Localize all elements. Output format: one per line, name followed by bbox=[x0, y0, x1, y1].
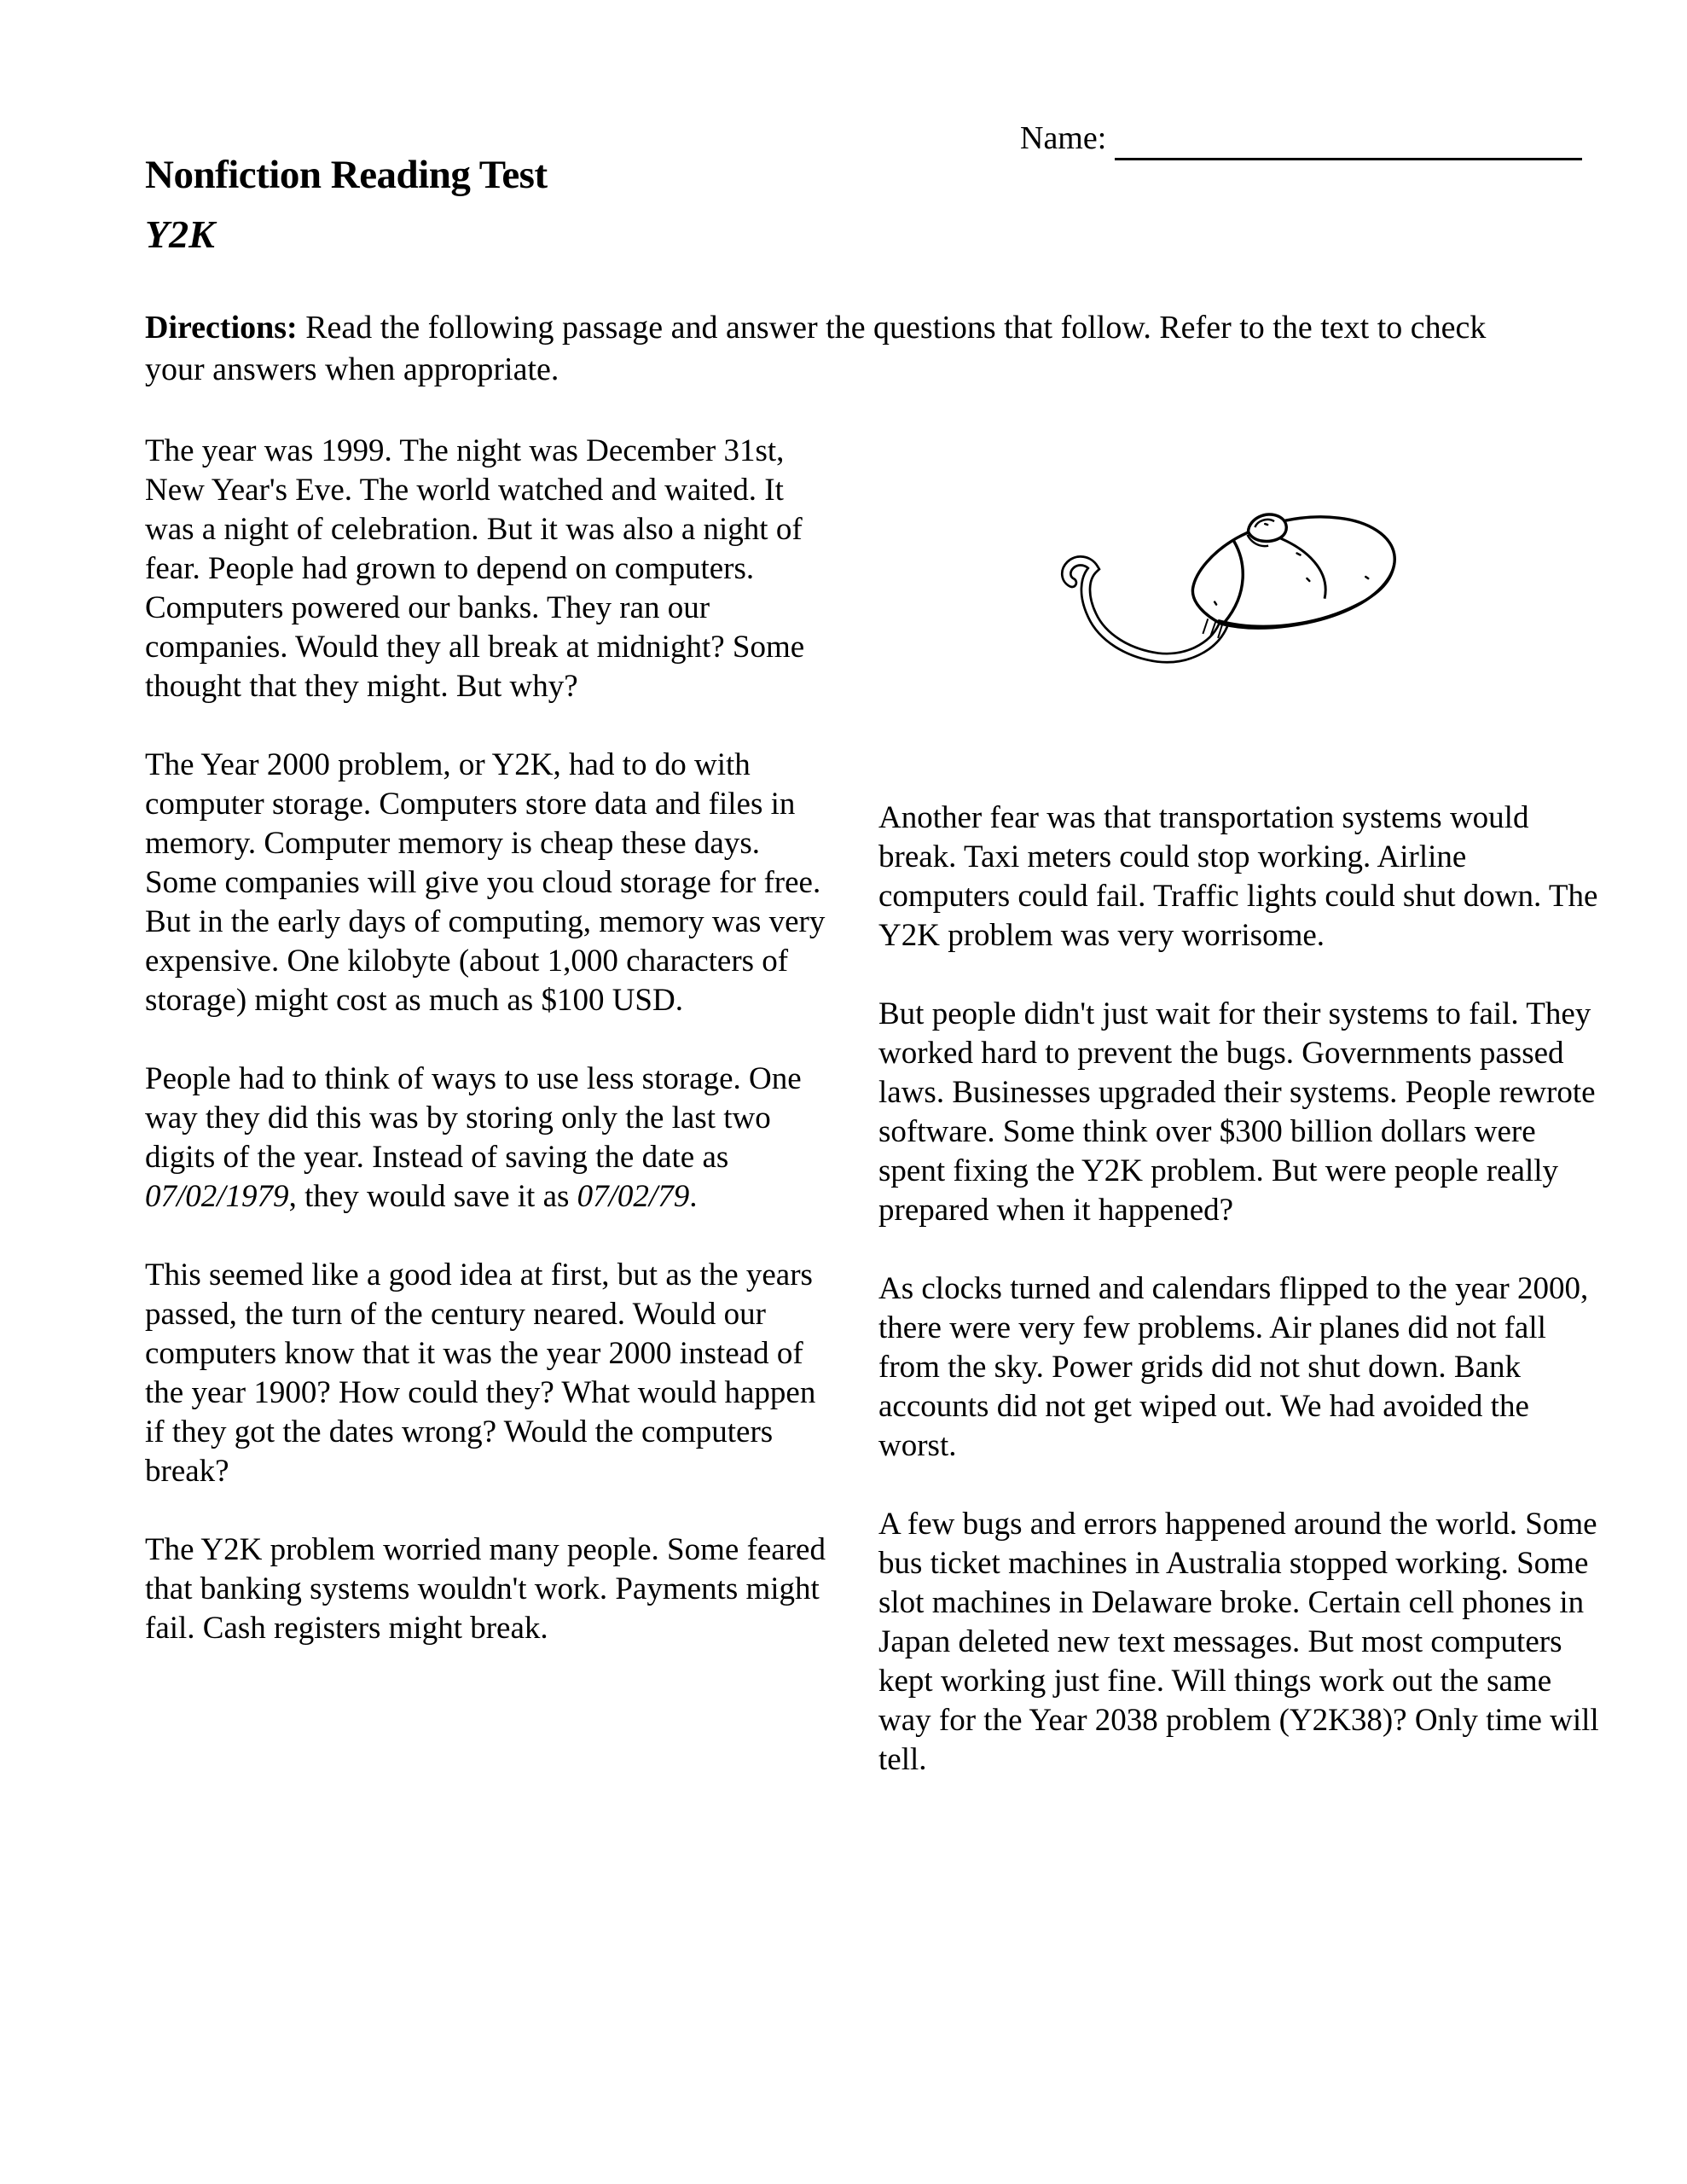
passage-paragraph bbox=[145, 1060, 829, 1217]
passage-column-right bbox=[878, 432, 1605, 1819]
passage-columns bbox=[145, 432, 1605, 1819]
passage-paragraph: Another fear was that transportation systems would break. Taxi meters could stop working. Airline computers could fail. Traffic lights could shut down. The Y2K problem was very worrisome. bbox=[878, 799, 1598, 953]
paragraph-run: . bbox=[689, 1179, 698, 1214]
name-blank-line bbox=[1115, 158, 1582, 160]
passage-paragraph: As clocks turned and calendars flipped to the year 2000, there were very few problems. Air planes did not fall from the sky. Power grids did not shut down. Bank accounts did not get wiped out. We had avoided the worst. bbox=[878, 1270, 1589, 1463]
paragraph-run: , they would save it as bbox=[288, 1179, 577, 1214]
directions-text: Read the following passage and answer the questions that follow. Refer to the text to check your answers when appropriate. bbox=[145, 310, 1487, 387]
passage-paragraph: The Y2K problem worried many people. Some feared that banking systems wouldn't work. Payments might fail. Cash registers might break. bbox=[145, 1532, 826, 1646]
computer-mouse-svg bbox=[1013, 476, 1433, 703]
name-label: Name: bbox=[1020, 120, 1107, 156]
name-field bbox=[1020, 119, 1582, 157]
mouse-body bbox=[1192, 517, 1394, 628]
directions bbox=[145, 307, 1551, 391]
page-title: Nonfiction Reading Test bbox=[145, 153, 548, 197]
passage-paragraph: The year was 1999. The night was December 31st, New Year's Eve. The world watched and waited. It was a night of celebration. But it was also a night of fear. People had grown to depend on computers. Computers powered our banks. They ran our companies. Would they all break at midnight? Some thought that they might. But why? bbox=[145, 433, 805, 704]
passage-paragraph: The Year 2000 problem, or Y2K, had to do with computer storage. Computers store data and files in memory. Computer memory is cheap these days. Some companies will give you cloud storage for free. But in the early days of computing, memory was very expensive. One kilobyte (about 1,000 characters of storage) might cost as much as $100 USD. bbox=[145, 747, 826, 1018]
page-subtitle: Y2K bbox=[145, 212, 215, 256]
passage-paragraph: A few bugs and errors happened around the world. Some bus ticket machines in Australia stopped working. Some slot machines in Delaware broke. Certain cell phones in Japan deleted new text messages. But most computers kept working just fine. Will things work out the same way for the Year 2038 problem (Y2K38)? Only time will tell. bbox=[878, 1506, 1599, 1777]
passage-column-left bbox=[145, 432, 829, 1819]
passage-paragraph: But people didn't just wait for their systems to fail. They worked hard to prevent the bugs. Governments passed laws. Businesses upgraded their systems. People rewrote software. Some think over $300 billion dollars were spent fixing the Y2K problem. But were people really prepared when it happened? bbox=[878, 996, 1596, 1228]
paragraph-run-italic: 07/02/1979 bbox=[145, 1179, 289, 1214]
paragraph-run: People had to think of ways to use less storage. One way they did this was by storing only the last two digits of the year. Instead of saving the date as bbox=[145, 1061, 802, 1175]
paragraph-run-italic: 07/02/79 bbox=[577, 1179, 690, 1214]
computer-mouse-illustration bbox=[1013, 476, 1433, 703]
passage-paragraph: This seemed like a good idea at first, but as the years passed, the turn of the century neared. Would our computers know that it was the year 2000 instead of the year 1900? How could they? What would happen if they got the dates wrong? Would the computers break? bbox=[145, 1258, 816, 1489]
directions-label: Directions: bbox=[145, 310, 298, 346]
